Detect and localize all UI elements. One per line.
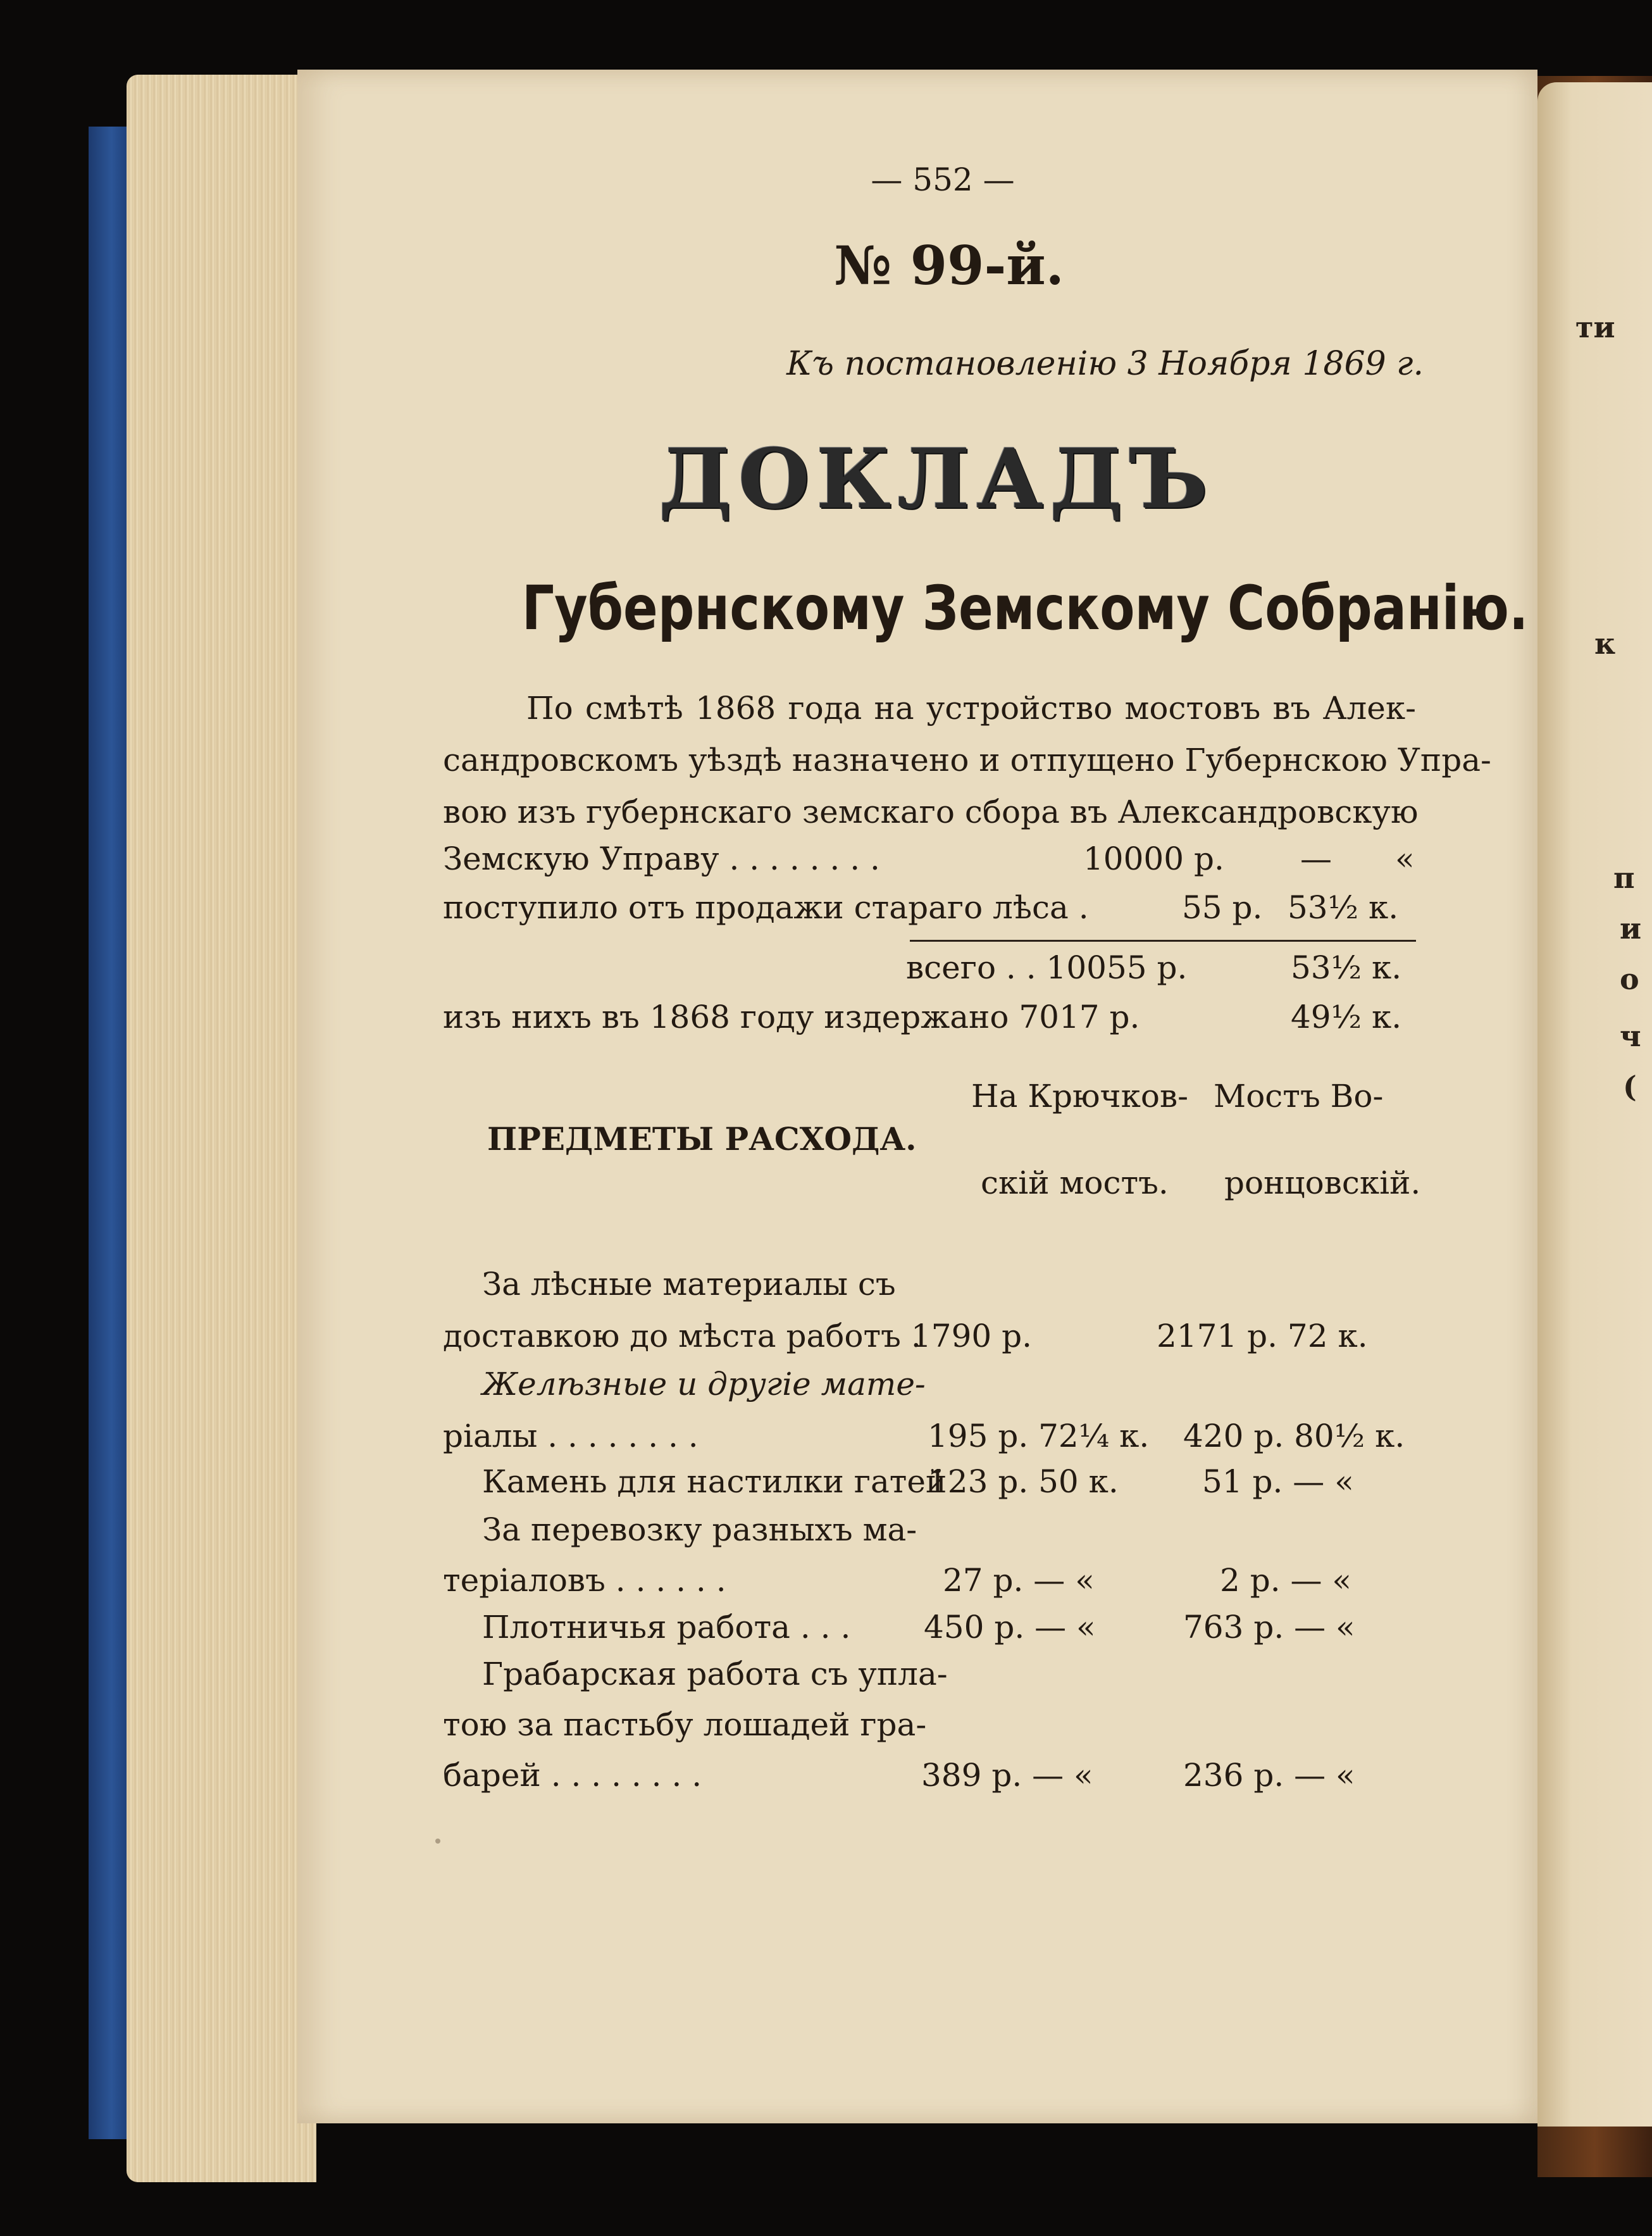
- expense-col2-value: 2171 р. 72 к.: [1157, 1318, 1368, 1354]
- intro-line: По смѣтѣ 1868 года на устройство мостовъ въ Алек-: [526, 690, 1416, 727]
- sum-rule: [910, 940, 1416, 942]
- expense-label-line: За лѣсные материалы съ: [482, 1266, 896, 1302]
- col2-header-line: Мостъ Во-: [1214, 1078, 1384, 1115]
- col2-header-line: ронцовскій.: [1224, 1165, 1421, 1201]
- total-kopeks: 53½ к.: [1291, 949, 1402, 986]
- expense-col2-value: 51 р. — «: [1202, 1463, 1354, 1500]
- expense-col2-value: 420 р. 80½ к.: [1183, 1418, 1405, 1454]
- sum-row-ditto: «: [1395, 840, 1415, 877]
- expense-heading: ПРЕДМЕТЫ РАСХОДА.: [487, 1120, 917, 1158]
- intro-line: вою изъ губернскаго земскаго сбора въ Александровскую: [443, 794, 1419, 830]
- facing-page-fragment: и: [1620, 911, 1642, 946]
- spent-kopeks: 49½ к.: [1291, 999, 1402, 1035]
- document-number: № 99-й.: [834, 234, 1064, 297]
- sum-row-kopeks: —: [1300, 840, 1332, 877]
- facing-page-fragment: ти: [1575, 310, 1615, 344]
- expense-label-line: доставкою до мѣста работъ .: [443, 1318, 921, 1354]
- page-edges: [127, 75, 316, 2182]
- expense-col1-value: 1790 р.: [911, 1318, 1033, 1354]
- addressee: Губернскому Земскому Собранію.: [521, 573, 1529, 644]
- facing-page-fragment: к: [1594, 627, 1616, 661]
- facing-page: [1537, 82, 1652, 2127]
- col1-header-line: скій мостъ.: [981, 1165, 1169, 1201]
- facing-page-fragment: (: [1623, 1070, 1637, 1104]
- ink-speck: [435, 1839, 440, 1844]
- facing-page-fragment: о: [1620, 962, 1639, 996]
- expense-col1-value: 195 р. 72¼ к.: [928, 1418, 1150, 1454]
- expense-label-line: Камень для настилки гатей: [482, 1463, 947, 1500]
- document-title: ДОКЛАДЪ: [659, 430, 1214, 527]
- expense-col1-value: 450 р. — «: [924, 1609, 1096, 1646]
- sale-row-kopeks: 53½ к.: [1288, 889, 1399, 926]
- expense-label-line: Плотничья работа . . .: [482, 1609, 851, 1646]
- expense-col2-value: 236 р. — «: [1183, 1757, 1355, 1794]
- expense-col1-value: 123 р. 50 к.: [928, 1463, 1119, 1500]
- expense-label-line: теріаловъ . . . . . .: [443, 1562, 726, 1599]
- expense-label-line: барей . . . . . . . .: [443, 1757, 702, 1794]
- expense-label-line: Желѣзные и другіе мате-: [482, 1366, 926, 1402]
- intro-line: сандровскомъ уѣздѣ назначено и отпущено Губернскою Упра-: [443, 742, 1491, 778]
- expense-label-line: ріалы . . . . . . . .: [443, 1418, 699, 1454]
- resolution-reference: Къ постановленію 3 Ноября 1869 г.: [786, 345, 1424, 383]
- col1-header-line: На Крючков-: [971, 1078, 1188, 1115]
- sale-row-label: поступило отъ продажи стараго лѣса .: [443, 889, 1089, 926]
- sum-row-rubles: 10000 р.: [1083, 840, 1224, 877]
- expense-label-line: Грабарская работа съ упла-: [482, 1656, 948, 1692]
- total-label: всего . . 10055 р.: [906, 949, 1188, 986]
- facing-page-fragment: ч: [1620, 1019, 1641, 1053]
- facing-page-fragment: п: [1613, 861, 1635, 895]
- sum-row-label: Земскую Управу . . . . . . . .: [443, 840, 880, 877]
- sale-row-rubles: 55 р.: [1182, 889, 1263, 926]
- page-number: — 552 —: [871, 161, 1015, 198]
- expense-col2-value: 2 р. — «: [1220, 1562, 1351, 1599]
- expense-col1-value: 27 р. — «: [943, 1562, 1095, 1599]
- spent-label: изъ нихъ въ 1868 году издержано 7017 р.: [443, 999, 1140, 1035]
- expense-label-line: тою за пастьбу лошадей гра-: [443, 1706, 927, 1743]
- expense-col1-value: 389 р. — «: [921, 1757, 1093, 1794]
- expense-label-line: За перевозку разныхъ ма-: [482, 1511, 917, 1548]
- expense-col2-value: 763 р. — «: [1183, 1609, 1355, 1646]
